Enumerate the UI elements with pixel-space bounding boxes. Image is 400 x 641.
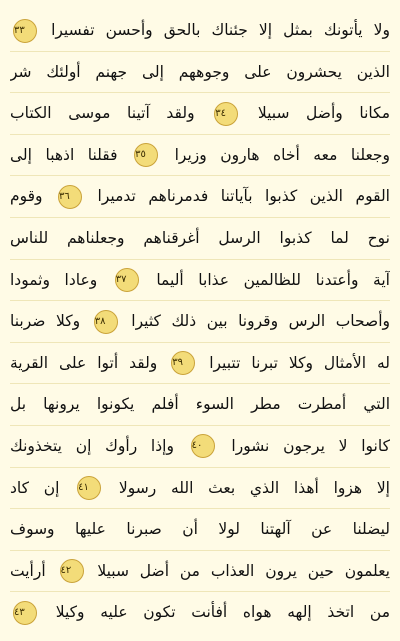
ayah-number-marker: ٣٣: [13, 19, 37, 43]
verse-line: [10, 384, 390, 426]
verse-text: ولقد آتينا موسى الكتاب: [10, 104, 195, 123]
verse-line: [10, 426, 390, 468]
verse-line: [10, 135, 390, 177]
ayah-number-marker: ٣٦: [58, 185, 82, 209]
ayah-number-marker: ٣٥: [134, 143, 158, 167]
verse-text: وقوم: [10, 187, 43, 206]
verse-line: [10, 10, 390, 52]
verse-line: [10, 218, 390, 260]
verse-text: إن كاد: [10, 478, 60, 497]
verse-text: له الأمثال وكلا تبرنا تتبيرا: [209, 353, 390, 372]
ayah-number-marker: ٣٤: [214, 102, 238, 126]
verse-text: مكانا وأضل سبيلا: [257, 104, 390, 123]
verse-text: القوم الذين كذبوا بآياتنا فدمرناهم تدميرا: [97, 187, 390, 206]
verse-text: من اتخذ إلهه هواه أفأنت تكون عليه وكيلا: [55, 603, 390, 622]
ayah-number-marker: ٤٢: [60, 559, 84, 583]
verse-line: [10, 509, 390, 551]
verse-text: كانوا لا يرجون نشورا: [231, 436, 390, 455]
verse-line: [10, 176, 390, 218]
verse-text: الذين يحشرون على وجوههم إلى جهنم أولئك شر: [10, 62, 390, 81]
ayah-number-marker: ٤٣: [13, 601, 37, 625]
verse-text: وعادا وثمودا: [10, 270, 98, 289]
verse-text: ليضلنا عن آلهتنا لولا أن صبرنا عليها وسوف: [10, 520, 390, 539]
verse-line: [10, 93, 390, 135]
verse-text: وأصحاب الرس وقرونا بين ذلك كثيرا: [131, 312, 390, 331]
verse-line: [10, 301, 390, 343]
verse-line: [10, 592, 390, 633]
verse-text: ولقد أتوا على القرية: [10, 353, 158, 372]
verse-text: نوح لما كذبوا الرسل أغرقناهم وجعلناهم للناس: [10, 228, 390, 247]
verse-text: وجعلنا معه أخاه هارون وزيرا: [174, 145, 390, 164]
verse-text: ولا يأتونك بمثل إلا جئناك بالحق وأحسن تفسيرا: [51, 21, 390, 39]
ayah-number-marker: ٣٩: [171, 351, 195, 375]
verse-line: [10, 551, 390, 593]
verse-text: أرأيت: [10, 561, 46, 580]
verse-text: التي أمطرت مطر السوء أفلم يكونوا يرونها بل: [10, 395, 390, 414]
verse-text: وإذا رأوك إن يتخذونك: [10, 436, 174, 455]
verse-text: آية وأعتدنا للظالمين عذابا أليما: [156, 270, 390, 289]
verse-text: إلا هزوا أهذا الذي بعث الله رسولا: [118, 478, 390, 497]
ayah-number-marker: ٤١: [77, 476, 101, 500]
verse-line: [10, 260, 390, 302]
ayah-number-marker: ٣٨: [94, 310, 118, 334]
verse-text: فقلنا اذهبا إلى: [10, 145, 118, 164]
verse-line: [10, 343, 390, 385]
ayah-number-marker: ٤٠: [191, 434, 215, 458]
ayah-number-marker: ٣٧: [115, 268, 139, 292]
verse-line: [10, 52, 390, 94]
verse-text: يعلمون حين يرون العذاب من أضل سبيلا: [97, 561, 390, 580]
verse-line: [10, 468, 390, 510]
verse-text: وكلا ضربنا: [10, 312, 81, 331]
